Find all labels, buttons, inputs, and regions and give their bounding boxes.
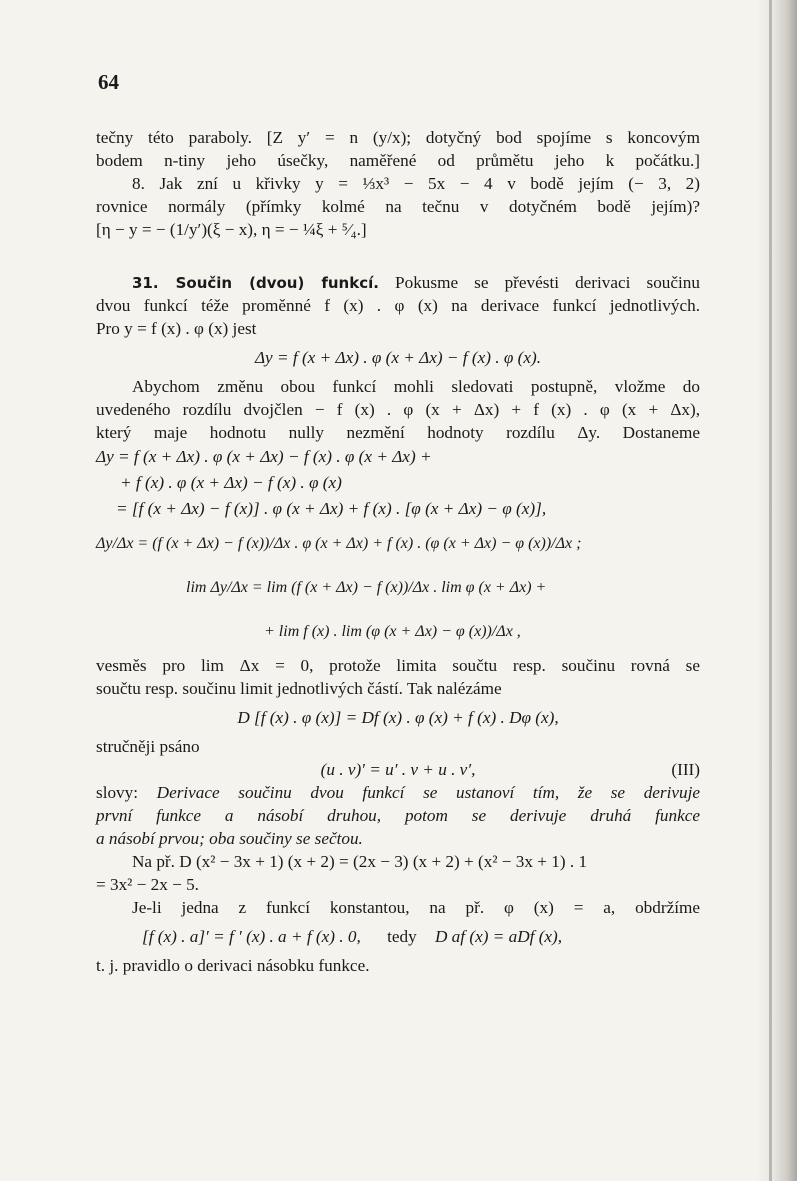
text-fragment: tedy: [387, 927, 417, 946]
math-line: Δy = f (x + Δx) . φ (x + Δx) − f (x) . φ (x + Δx) +: [96, 447, 432, 466]
text-line: dvou funkcí téže proměnné f (x) . φ (x) na derivace funkcí jednotlivých.: [96, 296, 700, 315]
text-line: Pro y = f (x) . φ (x) jest: [96, 319, 257, 338]
example-line: Na př. D (x² − 3x + 1) (x + 2) = (2x − 3) (x + 2) + (x² − 3x + 1) . 1: [132, 852, 588, 871]
equation-constant-a: [f (x) . a]′ = f ′ (x) . a + f (x) . 0,: [142, 927, 361, 946]
equation-constant-b: D af (x) = aDf (x),: [434, 927, 563, 946]
text-line: první funkce a násobí druhou, potom se derivuje druhá funkce: [96, 806, 700, 825]
equation-delta-y: Δy = f (x + Δx) . φ (x + Δx) − f (x) . φ (x).: [254, 348, 542, 367]
text-line: rovnice normály (přímky kolmé na tečnu v dotyčném bodě jejím)?: [96, 197, 700, 216]
text-line: bodem n-tiny jeho úsečky, naměřené od průmětu jeho k počátku.]: [96, 151, 700, 170]
text-line: součtu resp. součinu limit jednotlivých částí. Tak nalézáme: [96, 679, 502, 698]
text-line: který maje hodnotu nully nezmění hodnoty rozdílu Δy. Dostaneme: [96, 423, 700, 442]
text-fragment: slovy:: [96, 783, 139, 802]
text-line: uvedeného rozdílu dvojčlen − f (x) . φ (x + Δx) + f (x) . φ (x + Δx),: [96, 400, 700, 419]
text-line: Je-li jedna z funkcí konstantou, na př. φ (x) = a, obdržíme: [132, 898, 700, 917]
text-line: stručněji psáno: [96, 737, 200, 756]
math-line: + lim f (x) . lim (φ (x + Δx) − φ (x))/Δx ,: [264, 623, 521, 640]
text-line: tečny této paraboly. [Z y′ = n (y/x); dotyčný bod spojíme s koncovým: [96, 128, 700, 147]
page-body: [96, 126, 700, 977]
math-line: lim Δy/Δx = lim (f (x + Δx) − f (x))/Δx . lim φ (x + Δx) +: [186, 579, 547, 596]
page-number: 64: [98, 70, 119, 94]
text-line: a násobí prvou; oba součiny se sečtou.: [96, 829, 363, 848]
text-line: = 3x² − 2x − 5.: [96, 875, 199, 894]
section-heading: 31. Součin (dvou) funkcí.: [132, 274, 379, 292]
text-line: vesměs pro lim Δx = 0, protože limita součtu resp. součinu rovná se: [96, 656, 700, 675]
math-line: = [f (x + Δx) − f (x)] . φ (x + Δx) + f (x) . [φ (x + Δx) − φ (x)],: [116, 499, 547, 518]
section-31-line: [96, 271, 700, 294]
exercise-8-line: 8. Jak zní u křivky y = ⅓x³ − 5x − 4 v bodě jejím (− 3, 2): [132, 174, 700, 193]
equation-constant-row: [96, 925, 700, 948]
text-line: Abychom změnu obou funkcí mohli sledovati postupně, vložme do: [132, 377, 700, 396]
equation-product-rule: D [f (x) . φ (x)] = Df (x) . φ (x) + f (x) . Dφ (x),: [237, 708, 559, 727]
equation-III-row: [96, 758, 700, 781]
text-line: t. j. pravidlo o derivaci násobku funkce.: [96, 956, 370, 975]
text-fragment: Pokusme se převésti derivaci součinu: [395, 273, 700, 292]
page-binding-edge: [757, 0, 797, 1181]
answer-line: [η − y = − (1/y′)(ξ − x), η = − ¼ξ + ⁵⁄₄.]: [96, 220, 367, 239]
text-line: [96, 781, 700, 804]
equation-III: (u . v)′ = u′ . v + u . v′,: [320, 760, 476, 779]
math-line: Δy/Δx = (f (x + Δx) − f (x))/Δx . φ (x + Δx) + f (x) . (φ (x + Δx) − φ (x))/Δx ;: [96, 535, 582, 552]
equation-label: (III): [671, 760, 700, 779]
math-line: + f (x) . φ (x + Δx) − f (x) . φ (x): [120, 473, 342, 492]
text-fragment: Derivace součinu dvou funkcí se ustanoví tím, že se derivuje: [156, 783, 701, 802]
